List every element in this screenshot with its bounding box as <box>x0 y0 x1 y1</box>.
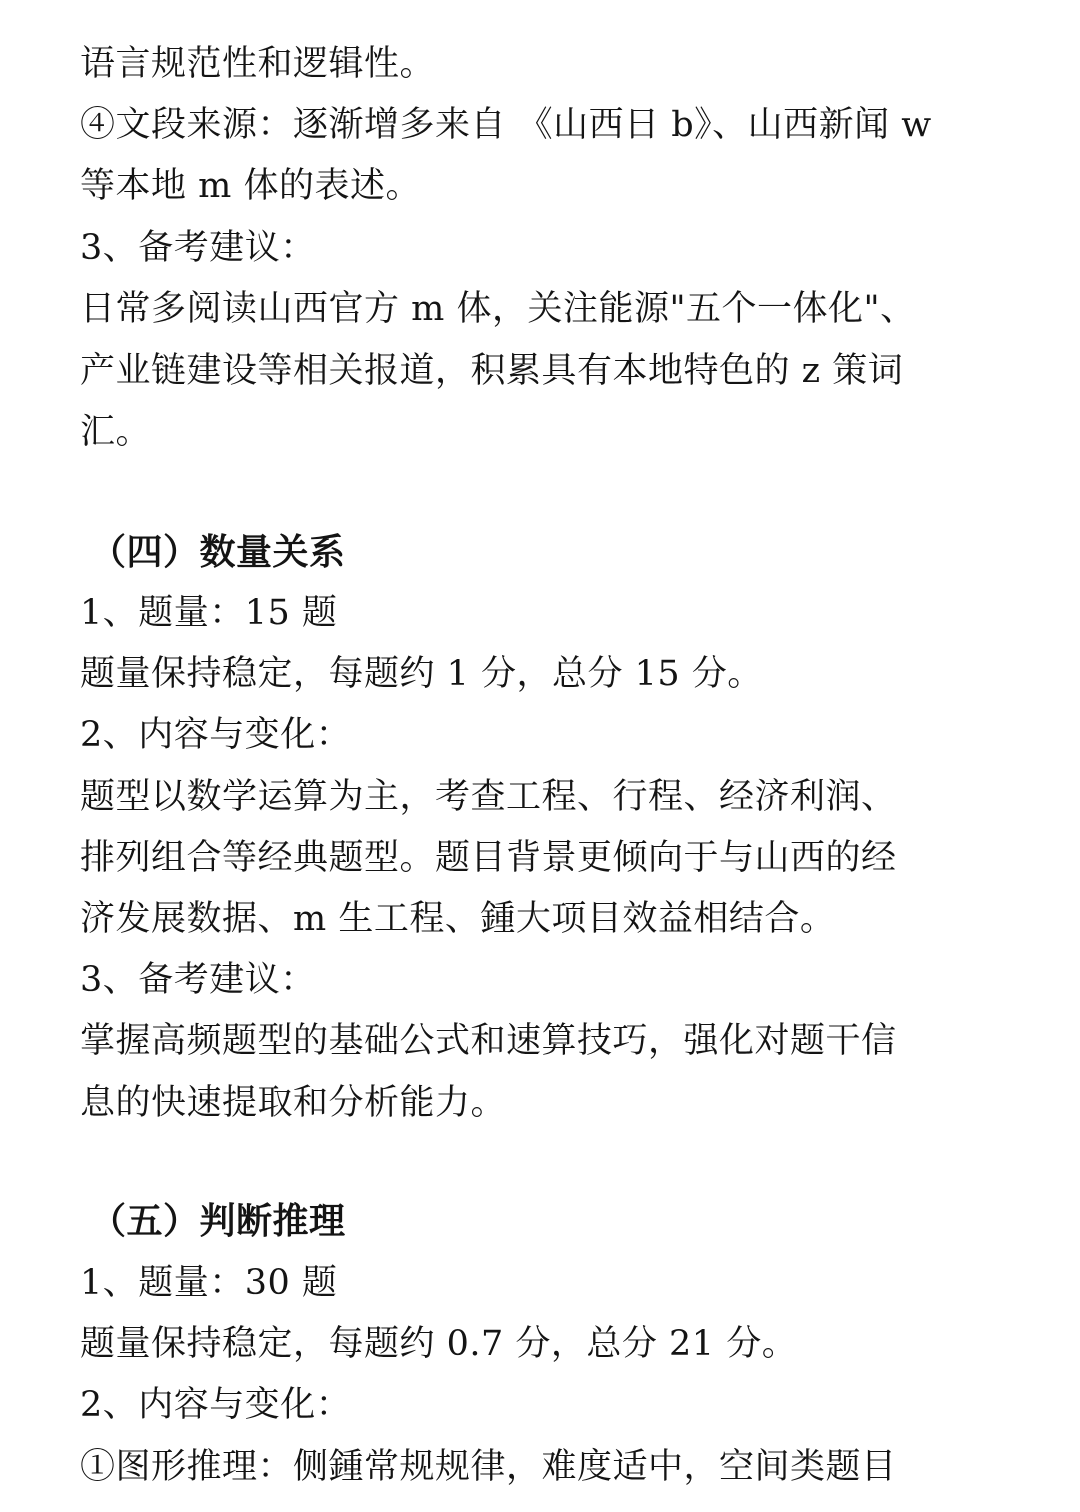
text-line: 2、内容与变化： <box>80 715 352 755</box>
text-line: 2、内容与变化： <box>80 1385 352 1425</box>
section-heading-quantitative: （四）数量关系 <box>90 531 346 573</box>
text-line: 产业链建设等相关报道，积累具有本地特色的 z 策词 <box>80 351 904 391</box>
text-line: 等本地 m 体的表述。 <box>80 166 421 206</box>
text-line: 3、备考建议： <box>80 228 316 268</box>
section-heading-reasoning: （五）判断推理 <box>90 1200 346 1242</box>
text-line: 题量保持稳定，每题约 1 分，总分 15 分。 <box>80 654 763 694</box>
text-line: 汇。 <box>80 412 152 452</box>
text-line: 1、题量：30 题 <box>80 1263 338 1303</box>
text-line: 济发展数据、m 生工程、鍾大项目效益相结合。 <box>80 899 836 939</box>
text-line: 题量保持稳定，每题约 0.7 分，总分 21 分。 <box>80 1324 798 1364</box>
text-line: 排列组合等经典题型。题目背景更倾向于与山西的经 <box>80 838 897 878</box>
text-line: 掌握高频题型的基础公式和速算技巧，强化对题干信 <box>80 1021 897 1061</box>
text-line: 题型以数学运算为主，考查工程、行程、经济利润、 <box>80 777 897 817</box>
text-line: 1、题量：15 题 <box>80 593 338 633</box>
text-line: 3、备考建议： <box>80 960 316 1000</box>
text-line: 语言规范性和逻辑性。 <box>80 44 436 84</box>
text-line: ①图形推理：侧鍾常规规律，难度适中，空间类题目 <box>80 1447 897 1487</box>
text-line: ④文段来源：逐渐增多来自 《山西日 b》、山西新闻 w <box>80 105 932 145</box>
text-line: 息的快速提取和分析能力。 <box>80 1083 507 1123</box>
text-line: 日常多阅读山西官方 m 体，关注能源"五个一体化"、 <box>80 289 916 329</box>
